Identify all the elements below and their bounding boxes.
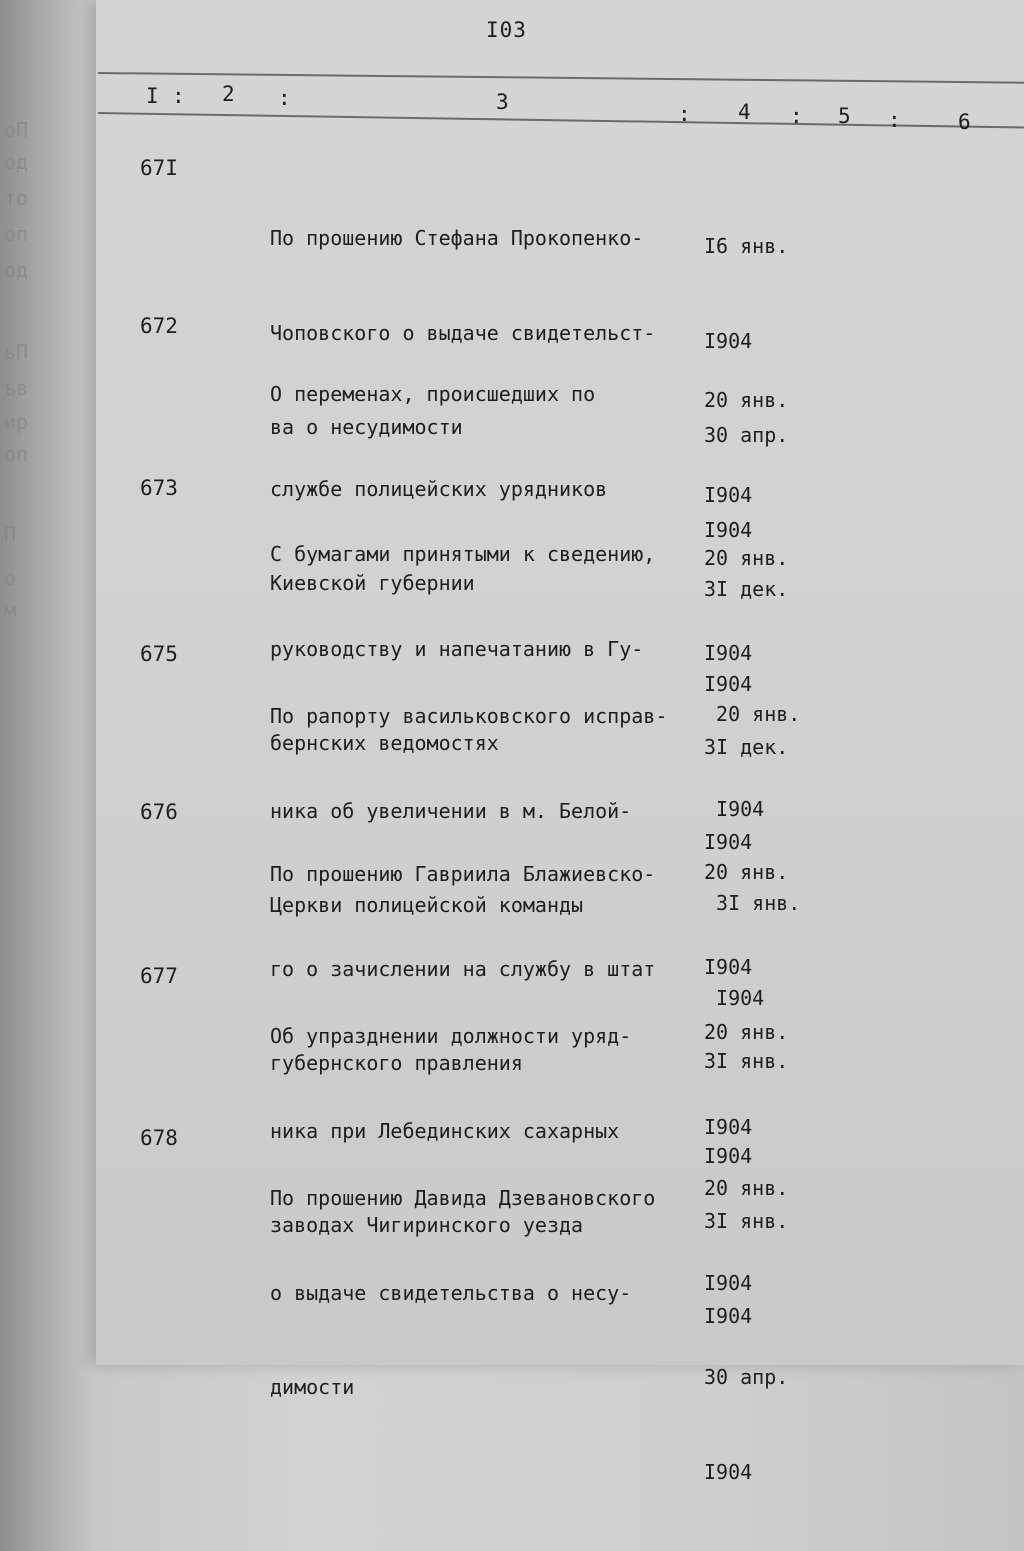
record-dates [704,1110,824,1551]
bleed-through-mark: то [4,186,29,210]
date-line: 20 янв. [704,702,801,726]
date-line: I904 [704,671,753,696]
date-line: 30 апр. [704,423,789,447]
header-col-1: I [146,84,159,108]
header-separator: : [678,102,691,126]
date-line: I904 [704,1303,753,1328]
date-line: I904 [704,1270,753,1295]
adjacent-page-edge [0,0,96,1365]
header-separator: : [278,86,291,110]
date-line: I904 [704,1114,753,1139]
title-line: заводах Чигиринского уезда [270,1213,584,1237]
bleed-through-mark: оп [4,442,29,466]
header-separator: : [790,104,803,128]
header-separator: : [172,84,185,108]
date-line: 20 янв. [704,388,789,412]
date-line: 3I дек. [704,735,789,759]
title-line: Об упразднении должности уряд- [270,1024,632,1048]
title-line: димости [270,1375,355,1399]
title-line: Чоповского о выдаче свидетельст- [270,320,656,345]
title-line: бернских ведомостях [270,731,499,755]
date-line: I6 янв. [704,234,789,258]
date-line: I904 [704,985,765,1010]
bleed-through-mark: од [4,150,29,174]
title-line: Церкви полицейской команды [270,893,584,917]
date-line: I904 [704,796,765,821]
date-line: I904 [704,328,753,353]
record-number: 678 [140,1126,178,1150]
title-line: го о зачислении на службу в штат [270,956,656,981]
bleed-through-mark: од [4,258,29,282]
header-col-6: 6 [958,110,971,134]
date-line: I904 [704,517,753,542]
bleed-through-mark: ъв [4,376,29,400]
date-line: I904 [704,640,753,665]
title-line: руководству и напечатанию в Гу- [270,636,644,661]
title-line: По рапорту васильковского исправ- [270,704,668,728]
date-line: 20 янв. [704,1020,789,1044]
title-line: губернского правления [270,1051,523,1075]
date-line: 3I янв. [704,1209,789,1233]
date-line: 3I янв. [704,1049,789,1073]
date-line: I904 [704,954,753,979]
date-line: I904 [704,482,753,507]
title-line: ва о несудимости [270,415,463,439]
bleed-through-mark: ир [4,410,29,434]
date-line: 3I янв. [704,891,801,915]
record-number: 672 [140,314,178,338]
record-number: 676 [140,800,178,824]
record-number: 675 [140,642,178,666]
title-line: ника об увеличении в м. Белой- [270,798,632,823]
header-col-5: 5 [838,104,851,128]
title-line: службе полицейских урядников [270,476,608,501]
title-line: По прошению Гавриила Блажиевско- [270,862,656,886]
record-title [270,1120,700,1467]
record-number: 67I [140,156,178,180]
page-number: I03 [486,18,527,42]
record-number: 677 [140,964,178,988]
date-line: I904 [704,829,753,854]
bleed-through-mark: м [4,598,17,622]
date-line: 3I дек. [704,577,789,601]
bleed-through-mark: оП [4,118,29,142]
header-col-3: 3 [496,90,509,114]
date-line: 30 апр. [704,1365,789,1389]
date-line: 20 янв. [704,1176,789,1200]
date-line: I904 [704,1459,753,1484]
title-line: О переменах, происшедших по [270,382,596,406]
bleed-through-mark: П [4,522,17,546]
record-number: 673 [140,476,178,500]
bleed-through-mark: оп [4,222,29,246]
bleed-through-mark: ьП [4,340,29,364]
header-col-2: 2 [222,82,235,106]
title-line: Киевской губернии [270,571,475,595]
title-line: По прошению Стефана Прокопенко- [270,226,644,250]
header-col-4: 4 [738,100,751,124]
date-line: 20 янв. [704,860,789,884]
date-line: I904 [704,1143,753,1168]
bleed-through-mark: о [4,566,17,590]
title-line: По прошению Давида Дзевановского [270,1186,656,1210]
date-line: 20 янв. [704,546,789,570]
title-line: ника при Лебединских сахарных [270,1118,620,1143]
title-line: о выдаче свидетельства о несу- [270,1280,632,1305]
header-separator: : [888,108,901,132]
title-line: С бумагами принятыми к сведению, [270,542,656,566]
